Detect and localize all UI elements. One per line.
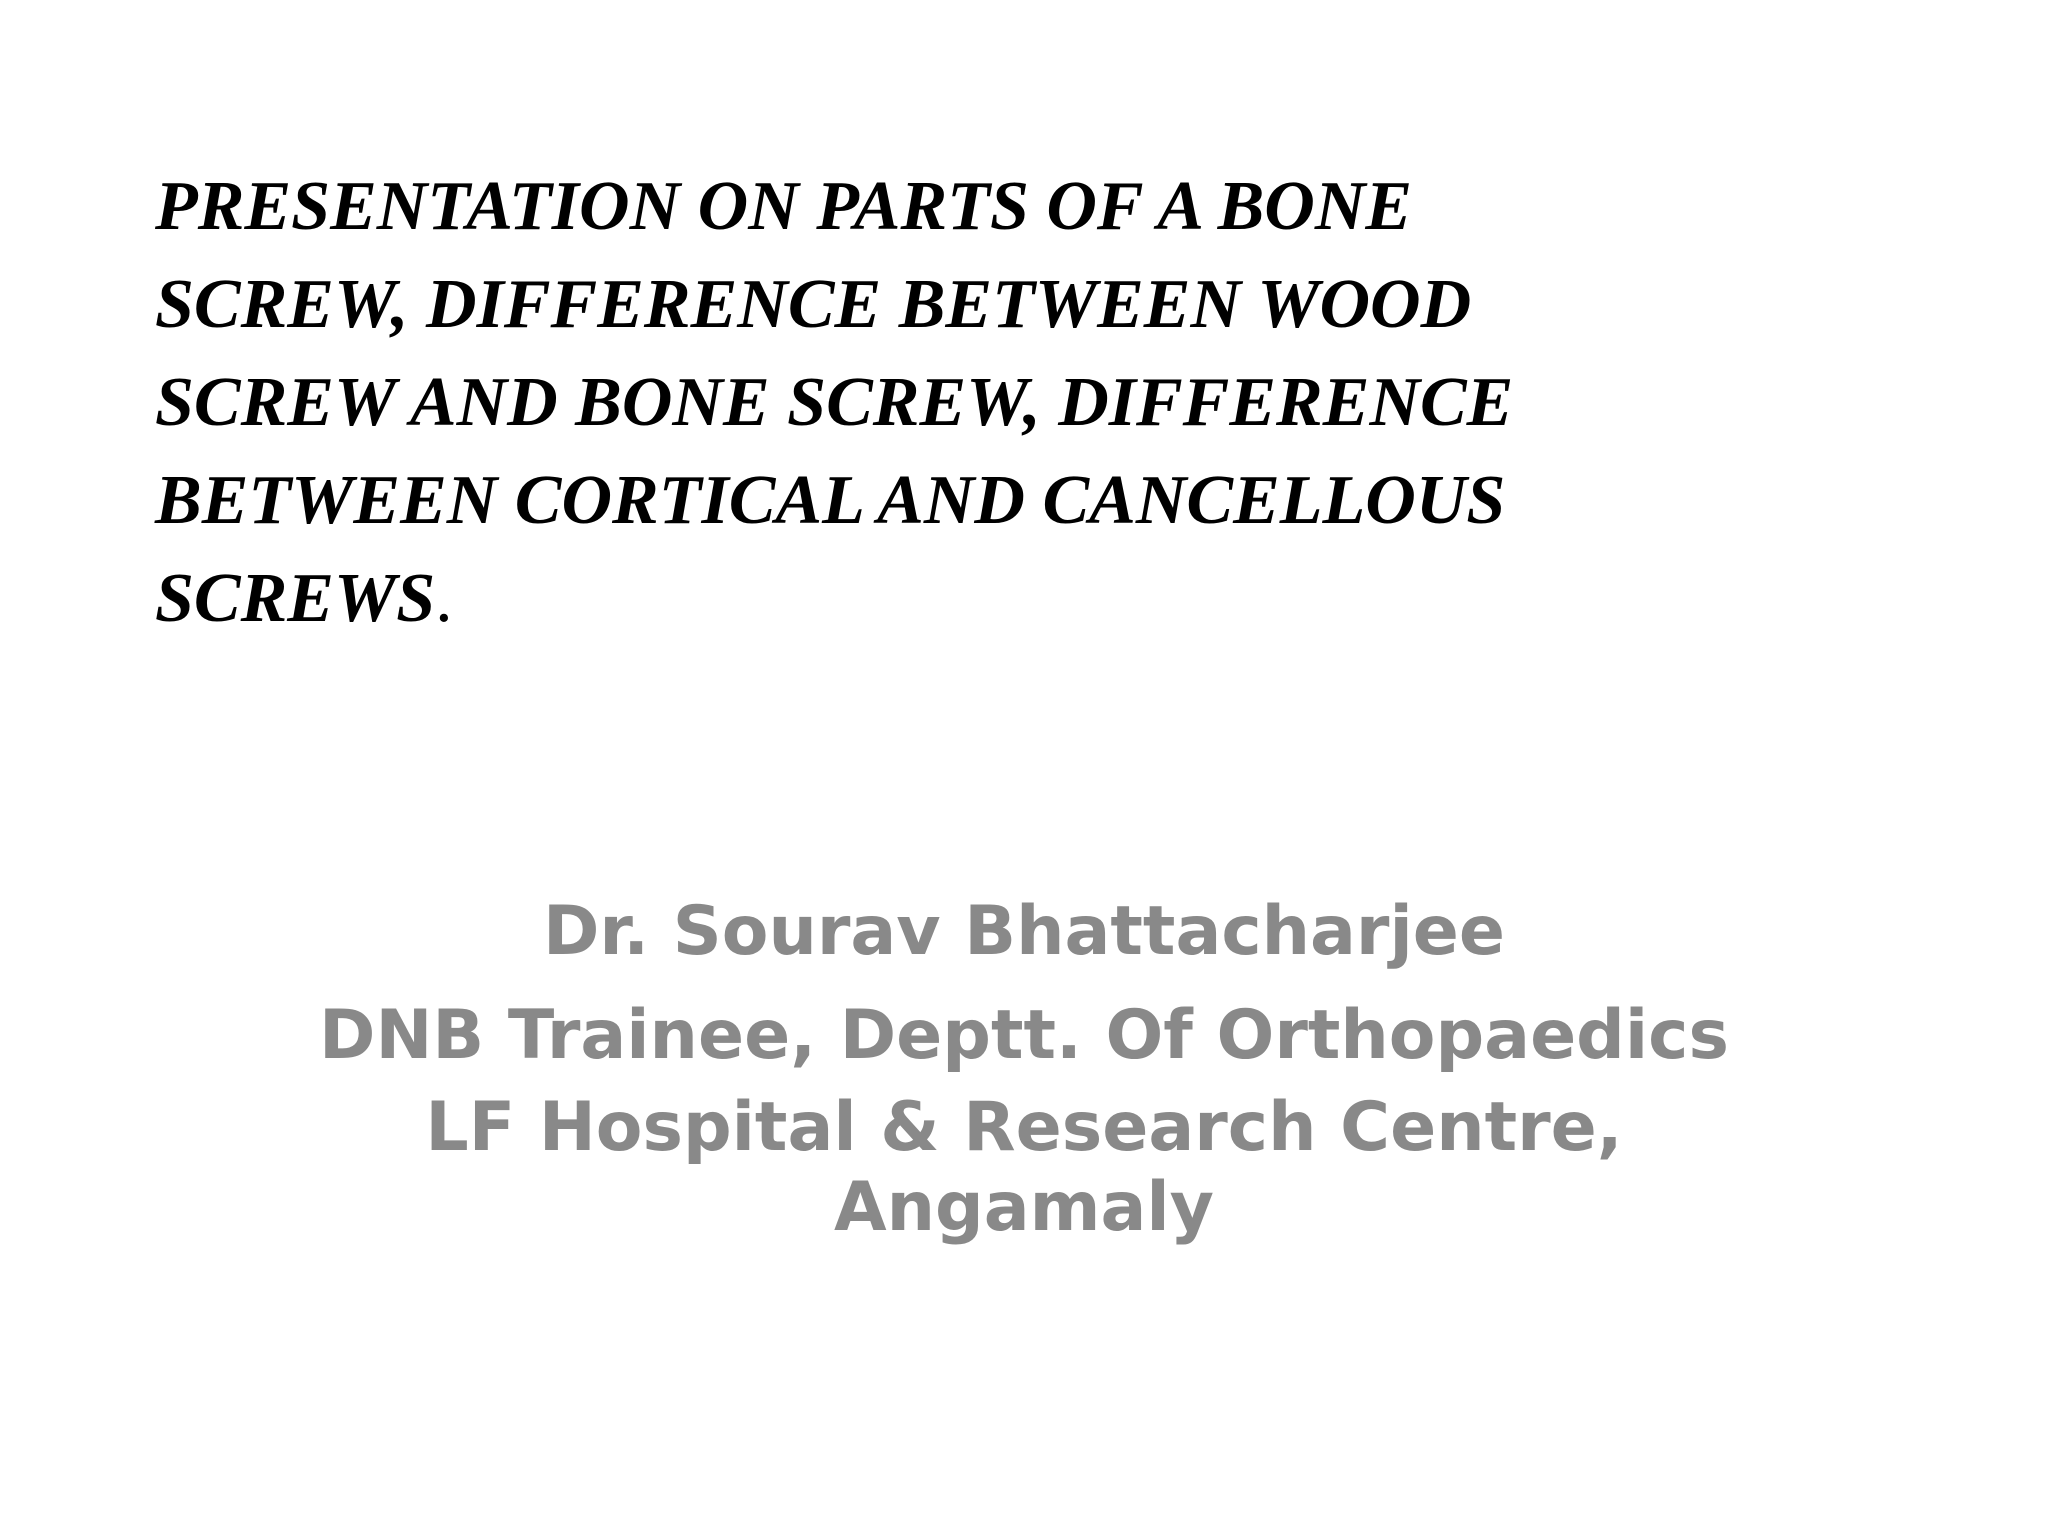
institution-line-2: Angamaly [834, 1168, 1214, 1247]
author-name: Dr. Sourav Bhattacharjee [542, 892, 1506, 971]
title-line-5-text: SCREWS [155, 560, 436, 637]
title-line-2: SCREW, DIFFERENCE BETWEEN WOOD [155, 266, 1472, 343]
title-line-5 [155, 550, 1755, 648]
title-line-1: PRESENTATION ON PARTS OF A BONE [155, 168, 1413, 245]
title-line-4: BETWEEN CORTICAL AND CANCELLOUS [155, 462, 1506, 539]
author-position: DNB Trainee, Deptt. Of Orthopaedics [319, 996, 1729, 1075]
slide-title [155, 158, 1755, 648]
title-period: . [435, 560, 453, 637]
slide-subtitle [0, 880, 2048, 1248]
institution-line-1: LF Hospital & Research Centre, [425, 1088, 1623, 1167]
title-line-3: SCREW AND BONE SCREW, DIFFERENCE [155, 364, 1514, 441]
